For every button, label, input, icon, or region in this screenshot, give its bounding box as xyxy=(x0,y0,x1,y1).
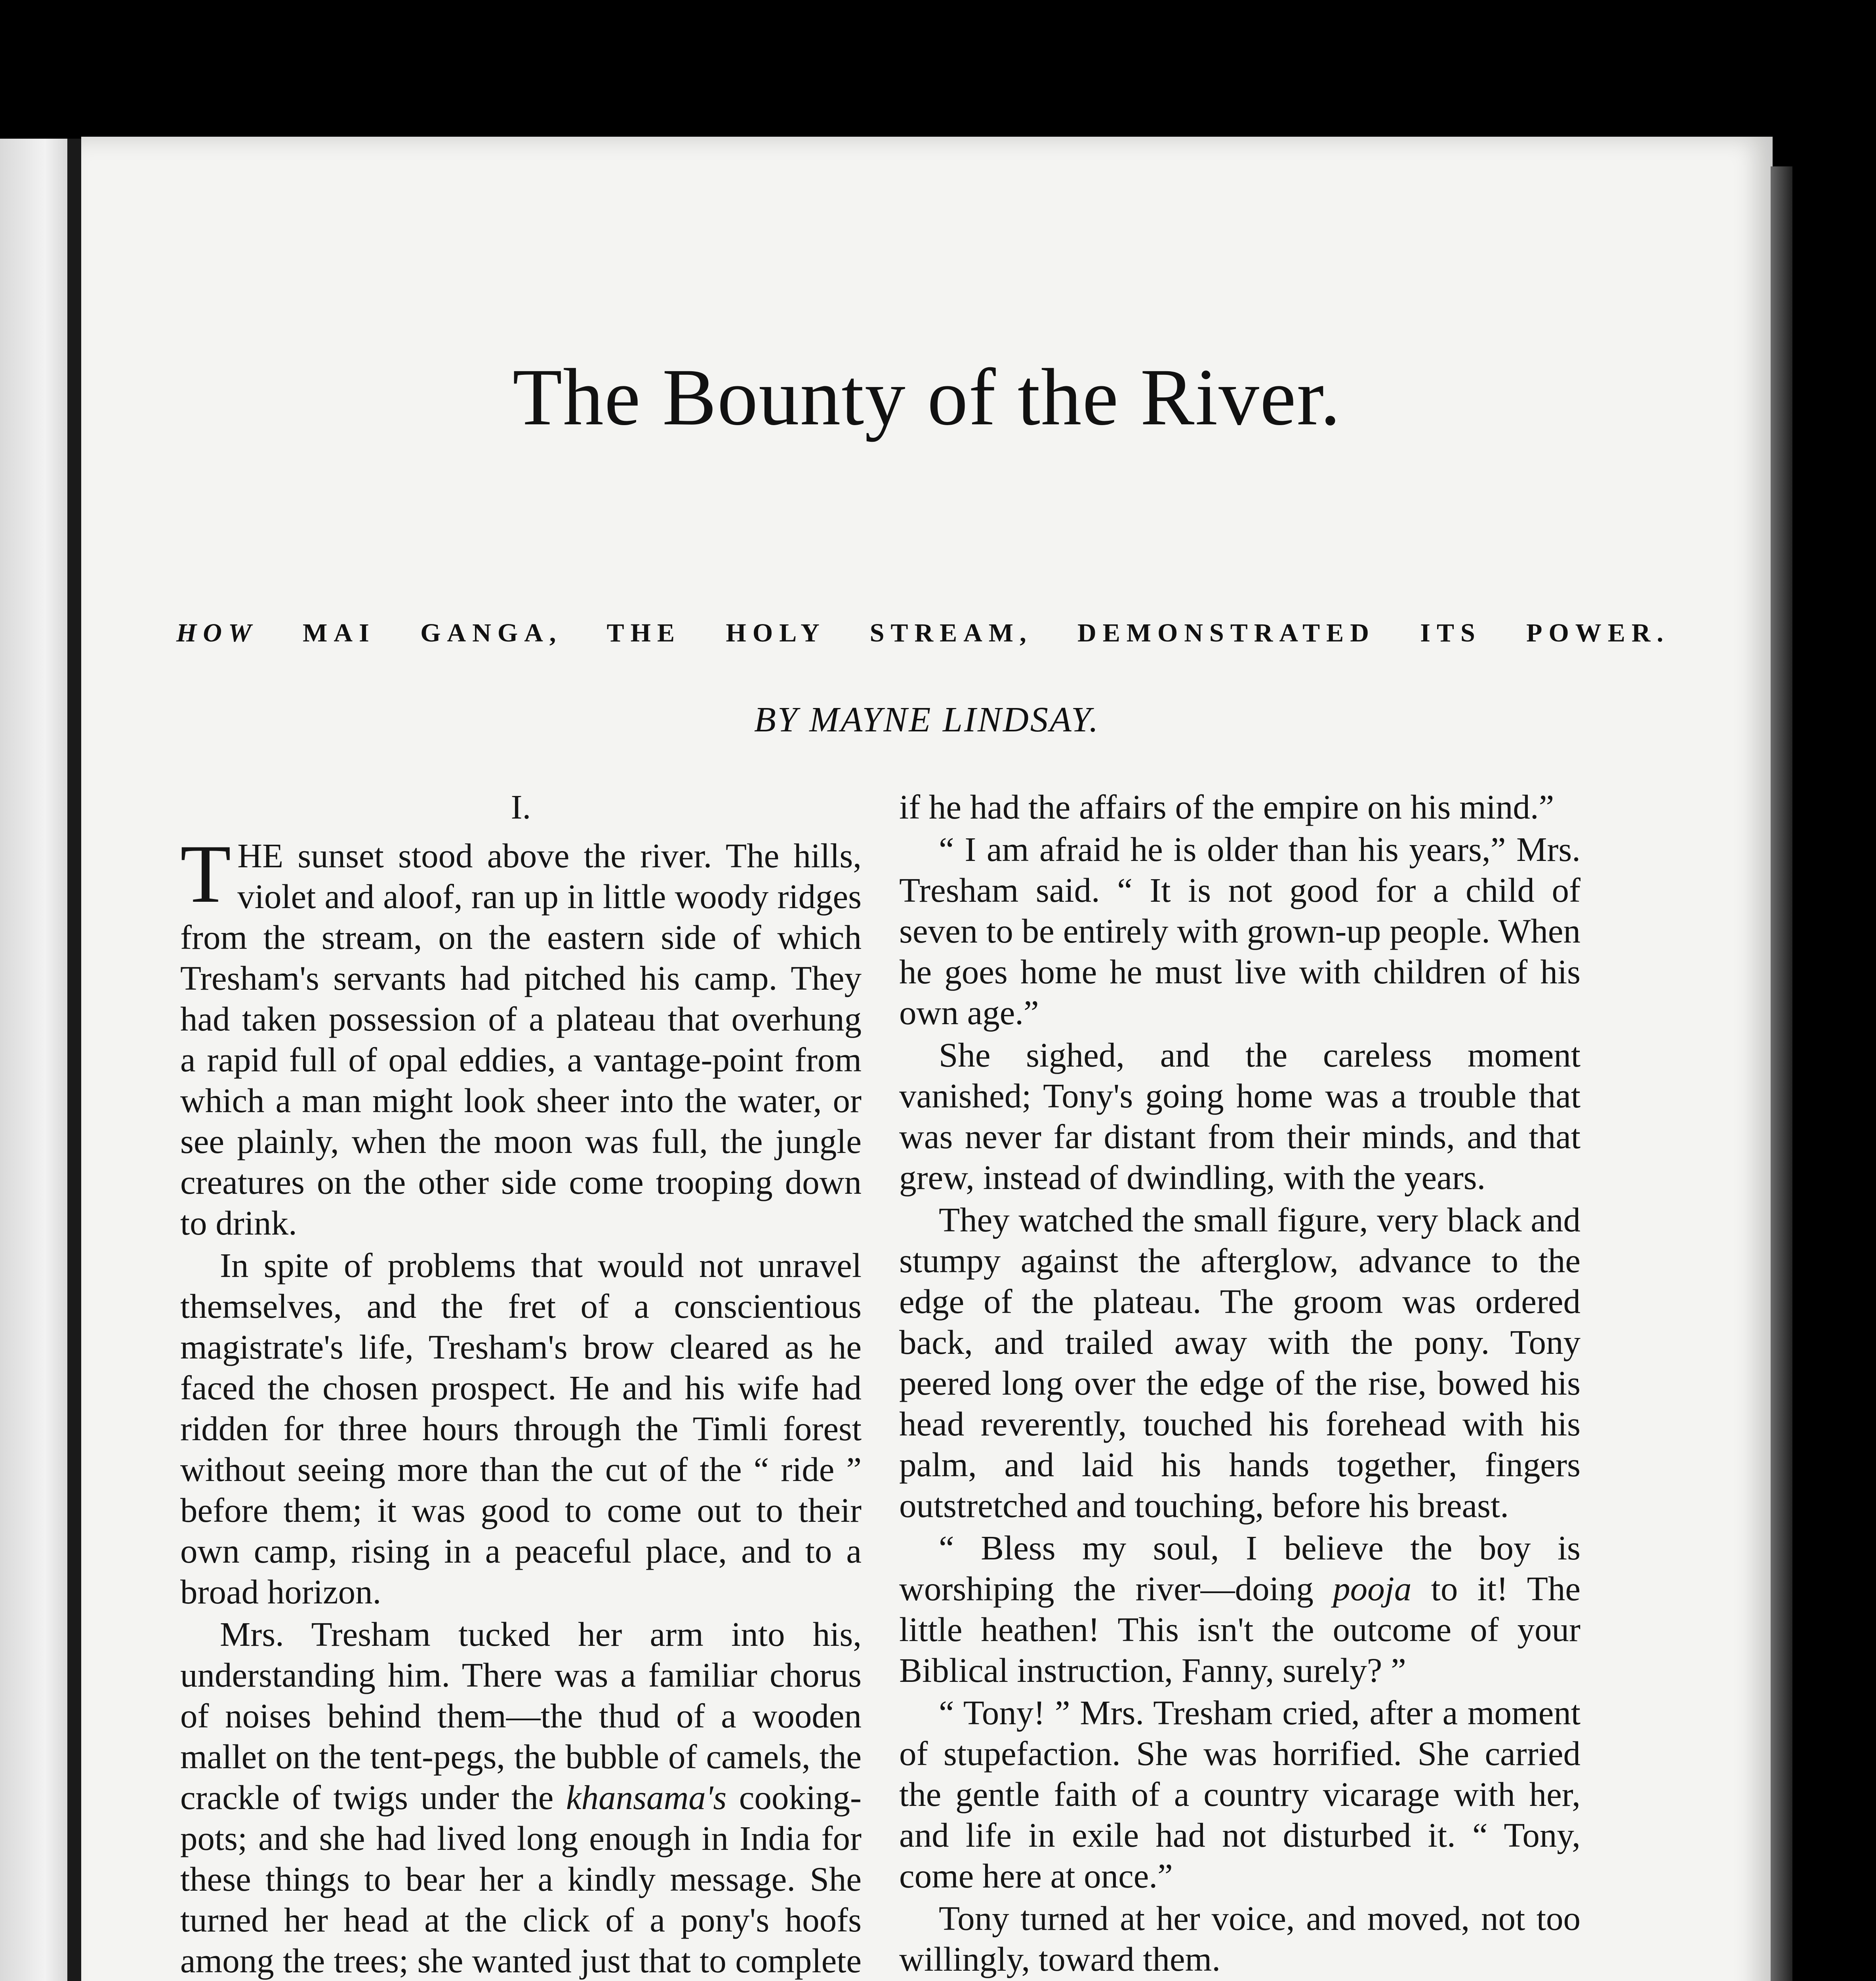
byline: BY MAYNE LINDSAY. xyxy=(754,700,1100,739)
article-subtitle xyxy=(176,618,1670,648)
italic-word: khansama's xyxy=(566,1778,727,1817)
facing-page-edge xyxy=(0,139,75,1981)
text-column-right xyxy=(899,786,1580,1981)
paragraph xyxy=(899,1527,1580,1691)
page-edge-shadow xyxy=(1771,166,1792,1981)
paragraph-text: HE sunset stood above the river. The hills, violet and aloof, ran up in little woody ridges from the stream, on the eastern side of which Tresham's servants had pitched his camp. They had taken possession of a plateau that overhung a rapid full of opal eddies, a vantage-point from which a man might look sheer into the water, or see plainly, when the moon was full, the jungle creatures on the other side come trooping down to drink. xyxy=(180,836,862,1242)
paragraph: “ I am afraid he is older than his years,” Mrs. Tresham said. “ It is not good for a child of seven to be entirely with grown-up people. When he goes home he must live with children of his own age.” xyxy=(899,830,1580,1032)
drop-cap: T xyxy=(180,828,231,920)
magazine-page xyxy=(81,137,1773,1981)
paragraph: She sighed, and the careless moment vanished; Tony's going home was a trouble that was never far distant from their minds, and that grew, instead of dwindling, with the years. xyxy=(899,1036,1580,1197)
subtitle-text: MAI GANGA, THE HOLY STREAM, DEMONSTRATED ITS POWER. xyxy=(303,618,1670,647)
italic-word: pooja xyxy=(1333,1569,1412,1608)
book-gutter xyxy=(67,139,83,1981)
paragraph: “ Tony! ” Mrs. Tresham cried, after a moment of stupefaction. She was horrified. She carried the gentle faith of a country vicarage with her, and life in exile had not disturbed it. “ Tony, come here at once.” xyxy=(899,1693,1580,1895)
paragraph xyxy=(180,1614,862,1981)
paragraph: They watched the small figure, very black and stumpy against the afterglow, advance to the edge of the plateau. The groom was ordered back, and trailed away with the pony. Tony peered long over the edge of the rise, bowed his head reverently, touched his forehead with his palm, and laid his hands together, fingers outstretched and touching, before his breast. xyxy=(899,1200,1580,1525)
text-column-left xyxy=(180,786,862,1981)
paragraph: if he had the affairs of the empire on his mind.” xyxy=(899,788,1554,826)
article-title: The Bounty of the River. xyxy=(513,352,1341,442)
section-numeral: I. xyxy=(511,788,531,826)
paragraph-text: “ Bless my soul, I believe the boy is worshiping the river—doing xyxy=(899,1529,1580,1608)
paragraph: In spite of problems that would not unravel themselves, and the fret of a conscientious magistrate's life, Tresham's brow cleared as he faced the chosen prospect. He and his wife had ridden for three hours through the Timli forest without seeing more than the cut of the “ ride ” before them; it was good to come out to their own camp, rising in a peaceful place, and to a broad horizon. xyxy=(180,1246,862,1611)
subtitle-lead: HOW xyxy=(176,618,258,647)
paragraph: Tony turned at her voice, and moved, not too willingly, toward them. xyxy=(899,1899,1580,1978)
paragraph-text: to it! The little heathen! This isn't the outcome of your Biblical instruction, Fanny, surely? ” xyxy=(899,1569,1580,1689)
paragraph xyxy=(180,828,862,1243)
paragraph-text: cooking-pots; and she had lived long enough in India for these things to bear her a kindly message. She turned her head at the click of a pony's hoofs among the trees; she wanted just that to complete xyxy=(180,1778,862,1980)
paragraph-text: Mrs. Tresham tucked her arm into his, understanding him. There was a familiar chorus of noises behind them—the thud of a wooden mallet on the tent-pegs, the bubble of camels, the crackle of twigs under the xyxy=(180,1615,862,1817)
